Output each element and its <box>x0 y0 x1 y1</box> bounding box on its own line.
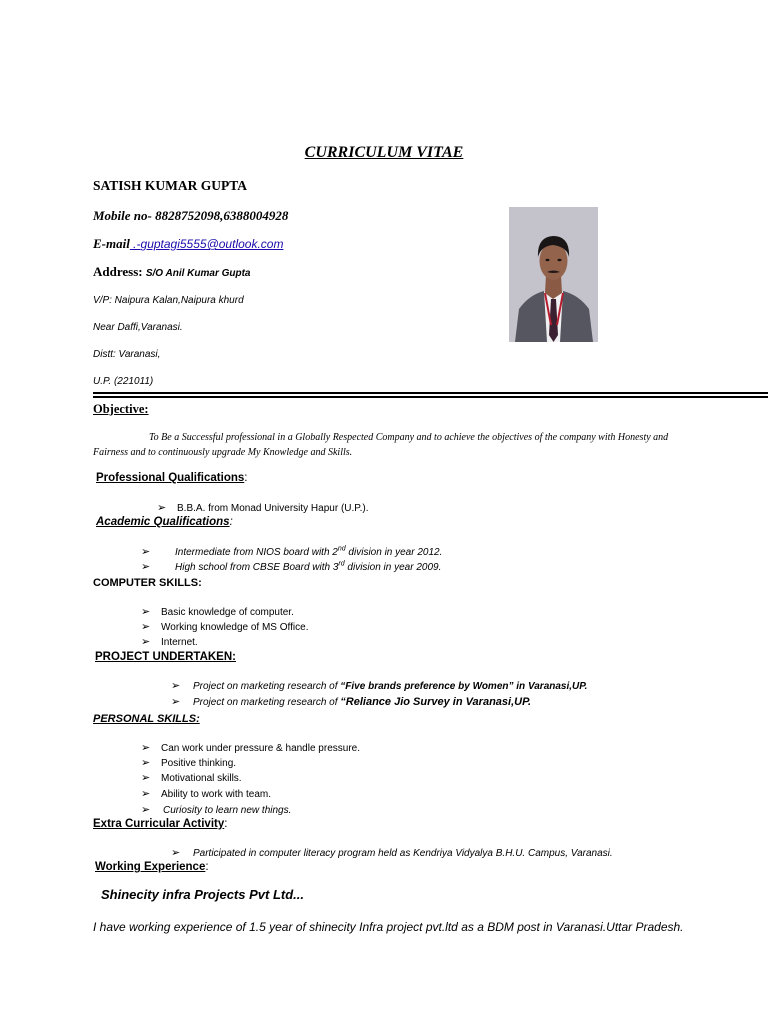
personal-skills-heading: PERSONAL SKILLS: <box>93 713 200 725</box>
arrow-bullet-icon: ➢ <box>141 742 151 754</box>
academic-qualifications-heading: Academic Qualifications: <box>96 516 233 528</box>
arrow-bullet-icon: ➢ <box>141 546 151 558</box>
address-label: Address: <box>93 264 143 279</box>
divider-line <box>93 392 768 394</box>
candidate-name: SATISH KUMAR GUPTA <box>93 178 248 193</box>
computer-skills-heading: COMPUTER SKILLS: <box>93 577 202 589</box>
work-experience-text: I have working experience of 1.5 year of shinecity Infra project pvt.ltd as a BDM post in Varanasi.Uttar Pradesh. <box>93 920 684 934</box>
arrow-bullet-icon: ➢ <box>171 680 181 692</box>
working-experience-heading: Working Experience: <box>95 861 209 873</box>
list-item: ➢ Positive thinking. <box>141 757 237 769</box>
objective-text: To Be a Successful professional in a Globally Respected Company and to achieve the objectives of the company with Honesty and Fairness and to continuously upgrade My Knowledge and Skills. <box>93 432 669 458</box>
list-item: ➢ Ability to work with team. <box>141 788 272 800</box>
list-item: ➢ High school from CBSE Board with 3rd division in year 2009. <box>141 560 442 573</box>
list-item: ➢ Basic knowledge of computer. <box>141 606 294 618</box>
arrow-bullet-icon: ➢ <box>141 621 151 633</box>
mobile-number: Mobile no- 8828752098,6388004928 <box>93 208 289 223</box>
arrow-bullet-icon: ➢ <box>141 772 151 784</box>
arrow-bullet-icon: ➢ <box>141 804 151 816</box>
list-item: ➢ Project on marketing research of “Reliance Jio Survey in Varanasi,UP. <box>171 696 532 708</box>
person-portrait-icon <box>509 207 598 342</box>
list-item: ➢ Intermediate from NIOS board with 2nd division in year 2012. <box>141 545 443 558</box>
project-undertaken-heading: PROJECT UNDERTAKEN: <box>95 651 236 663</box>
arrow-bullet-icon: ➢ <box>141 757 151 769</box>
arrow-bullet-icon: ➢ <box>157 502 167 514</box>
list-item: ➢ Can work under pressure & handle pressure. <box>141 742 360 754</box>
arrow-bullet-icon: ➢ <box>141 561 151 573</box>
list-item: ➢ Project on marketing research of “Five brands preference by Women” in Varanasi,UP. <box>171 680 588 692</box>
email-link[interactable]: .-guptagi5555@outlook.com <box>129 237 284 251</box>
list-item: ➢ Internet. <box>141 636 198 648</box>
arrow-bullet-icon: ➢ <box>141 788 151 800</box>
list-item: ➢ Participated in computer literacy program held as Kendriya Vidyalya B.H.U. Campus, Varanasi. <box>171 847 613 859</box>
professional-qualifications-heading: Professional Qualifications: <box>96 472 248 484</box>
email-line <box>93 236 283 252</box>
email-label: E-mail <box>93 236 130 251</box>
list-item: ➢ Working knowledge of MS Office. <box>141 621 309 633</box>
cv-title: CURRICULUM VITAE <box>304 144 464 161</box>
address-line-4: Distt: Varanasi, <box>93 349 161 360</box>
list-item: ➢ B.B.A. from Monad University Hapur (U.P.). <box>157 502 369 514</box>
profile-photo <box>509 207 598 342</box>
arrow-bullet-icon: ➢ <box>171 847 181 859</box>
address-line-1 <box>93 264 251 280</box>
list-item: ➢ Motivational skills. <box>141 772 242 784</box>
divider-line <box>93 396 768 398</box>
extra-curricular-heading: Extra Curricular Activity: <box>93 818 228 830</box>
list-item: ➢ Curiosity to learn new things. <box>141 804 292 816</box>
company-name: Shinecity infra Projects Pvt Ltd... <box>101 887 304 902</box>
address-line-2: V/P: Naipura Kalan,Naipura khurd <box>93 295 244 306</box>
address-text: S/O Anil Kumar Gupta <box>145 268 251 279</box>
arrow-bullet-icon: ➢ <box>141 636 151 648</box>
address-line-3: Near Daffi,Varanasi. <box>93 322 183 333</box>
arrow-bullet-icon: ➢ <box>171 696 181 708</box>
arrow-bullet-icon: ➢ <box>141 606 151 618</box>
objective-heading: Objective: <box>93 402 149 416</box>
address-line-5: U.P. (221011) <box>93 376 154 387</box>
